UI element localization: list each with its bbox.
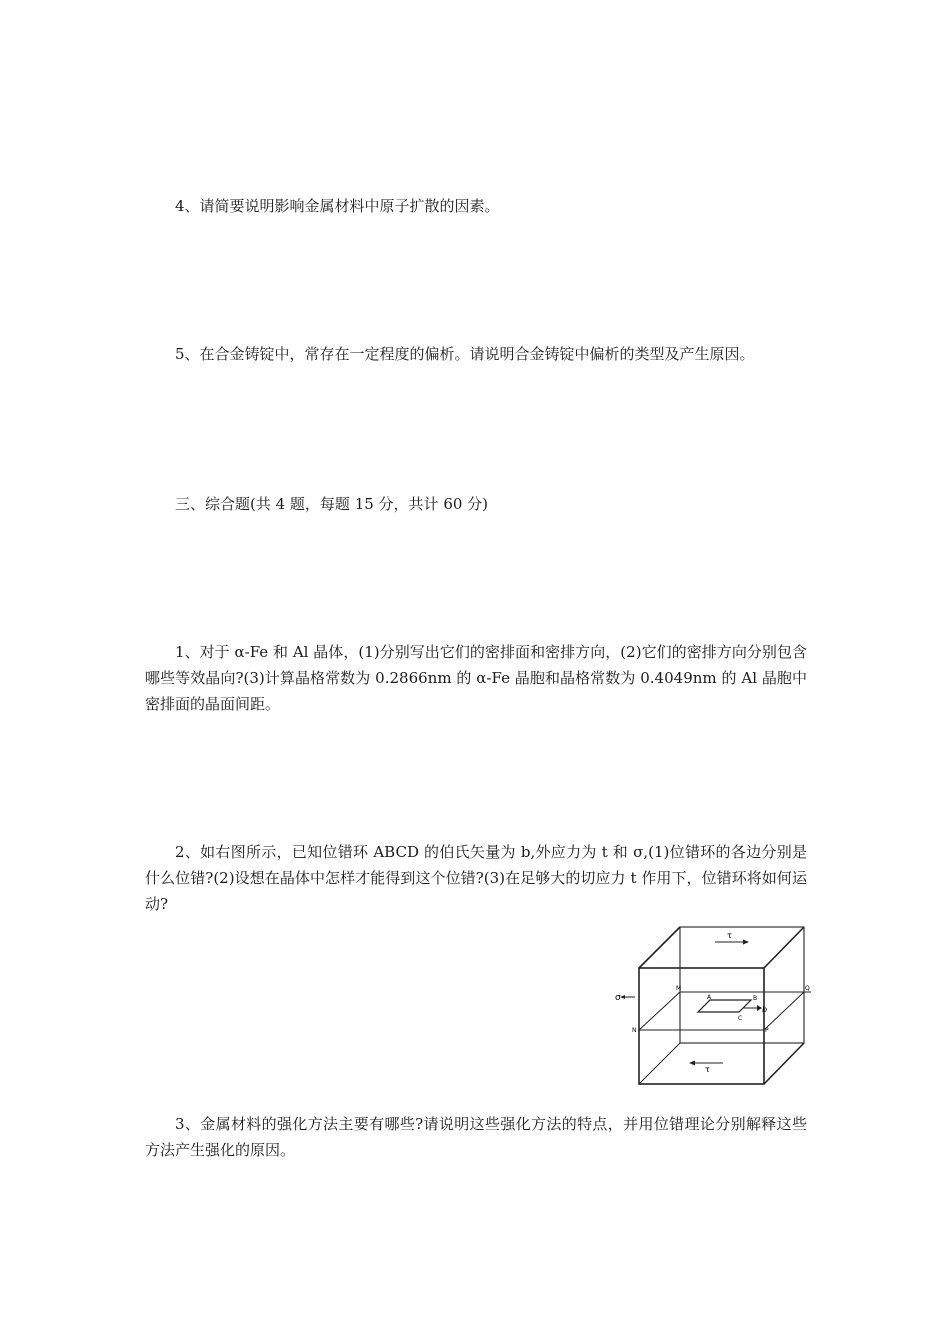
cube-diagram: [615, 920, 815, 1090]
point-b-label: B: [753, 995, 758, 1002]
point-q-label: Q: [805, 985, 810, 992]
cube-back-face: [680, 927, 804, 1043]
point-m-label: M: [676, 985, 682, 992]
question-4: 4、请简要说明影响金属材料中原子扩散的因素。: [175, 197, 500, 215]
section-3-heading: 三、综合题(共 4 题，每题 15 分，共计 60 分): [175, 495, 489, 513]
burgers-vector-label: b: [762, 1005, 768, 1014]
comprehensive-question-3: 3、金属材料的强化方法主要有哪些?请说明这些强化方法的特点，并用位错理论分别解释这些方法产生强化的原因。: [145, 1115, 807, 1159]
point-p-label: P: [765, 1027, 769, 1034]
comprehensive-question-1: 1、对于 α-Fe 和 Al 晶体，(1)分别写出它们的密排面和密排方向，(2)它们的密排方向分别包含哪些等效晶向?(3)计算晶格常数为 0.2866nm 的 α-Fe 晶胞和晶格常数为 0.4049nm 的 Al 晶胞中密排面的晶面间距。: [145, 643, 807, 713]
question-5: 5、在合金铸锭中，常存在一定程度的偏析。请说明合金铸锭中偏析的类型及产生原因。: [175, 345, 755, 363]
point-n-label: N: [632, 1027, 637, 1034]
point-c-label: C: [738, 1015, 743, 1022]
dislocation-loop: [698, 1000, 751, 1012]
cube-front-face: [639, 968, 764, 1084]
point-a-label: A: [707, 994, 712, 1001]
comprehensive-question-2: 2、如右图所示，已知位错环 ABCD 的伯氏矢量为 b,外应力为 t 和 σ,(1)位错环的各边分别是什么位错?(2)设想在晶体中怎样才能得到这个位错?(3)在足够大的切应力 t 作用下，位错环将如何运动?: [145, 843, 807, 913]
tau-top-label: τ: [727, 931, 732, 940]
dislocation-loop-figure: [615, 920, 815, 1090]
sigma-label: σ: [615, 993, 621, 1003]
tau-bottom-label: τ: [705, 1065, 710, 1074]
